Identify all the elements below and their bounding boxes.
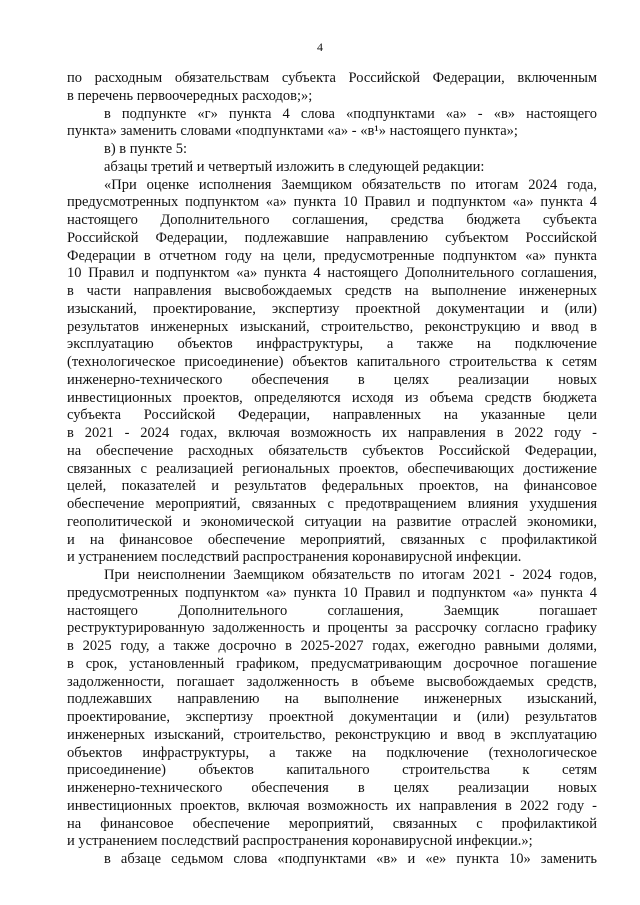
text-line: «При оценке исполнения Заемщиком обязательств по итогам 2024 года, [104, 176, 597, 193]
text-line: результатов инженерных изысканий, строительство, реконструкцию и ввод в [67, 318, 597, 335]
text-line: проектирование, экспертизу проектной документации и (или) результатов [67, 709, 597, 725]
text-line: в 2025 году, а также досрочно в 2025-2027 годах, ежегодно равными долями, [67, 638, 597, 654]
page-number: 4 [317, 40, 323, 54]
text-line: в) в пункте 5: [104, 141, 188, 157]
text-line: пункта» заменить словами «подпунктами «а» - «в¹» настоящего пункта»; [67, 123, 518, 140]
text-line: предусмотренных подпунктом «а» пункта 10 Правил и подпунктом «а» пункта 4 [67, 194, 597, 211]
text-line: 10 Правил и подпунктом «а» пункта 4 настоящего Дополнительного соглашения, [67, 265, 597, 282]
text-line: инвестиционных проектов, включая возможность их направления в 2022 году - [67, 797, 597, 814]
text-line: объектов инфраструктуры, а также на подключение (технологическое [67, 744, 597, 761]
text-line: связанных с реализацией региональных проектов, обеспечивающих достижение [67, 460, 597, 477]
text-line: в абзаце седьмом слова «подпунктами «в» и «е» пункта 10» заменить [104, 851, 597, 867]
text-line: на обеспечение расходных обязательств субъектов Российской Федерации, [67, 442, 597, 459]
document-body [67, 70, 597, 869]
text-line: в 2021 - 2024 годах, включая возможность их направления в 2022 году - [67, 425, 597, 441]
text-line: обеспечение мероприятий, связанных с предотвращением влияния ухудшения [67, 496, 597, 512]
text-line: настоящего Дополнительного соглашения, средства бюджета субъекта [67, 212, 597, 228]
text-line: присоединение) объектов капитального строительства к сетям [67, 762, 597, 779]
text-line: настоящего Дополнительного соглашения, Заемщик погашает [67, 602, 597, 619]
text-line: и устранением последствий распространения коронавирусной инфекции.»; [67, 833, 533, 850]
text-line: эксплуатацию объектов инфраструктуры, а также на подключение [67, 336, 597, 353]
text-line: в срок, установленный графиком, предусматривающим досрочное погашение [67, 655, 597, 672]
text-line: Федерации в отчетном году на цели, предусмотренные подпунктом «а» пункта [67, 247, 597, 264]
text-line: в части направления высвобождаемых средств на выполнение инженерных [67, 283, 597, 299]
text-line: задолженности, погашает задолженность в объеме высвобождаемых средств, [67, 673, 597, 690]
text-line: предусмотренных подпунктом «а» пункта 10 Правил и подпунктом «а» пункта 4 [67, 584, 597, 601]
text-line: геополитической и экономической ситуации на развитие отраслей экономики, [67, 513, 597, 530]
text-line: изысканий, проектирование, экспертизу проектной документации и (или) [67, 300, 597, 317]
text-line: инвестиционных проектов, определяются исходя из объема средств бюджета [67, 389, 597, 406]
text-line: и устранением последствий распространения коронавирусной инфекции. [67, 549, 522, 566]
text-line: целей, показателей и результатов федеральных проектов, на финансовое [67, 478, 597, 495]
text-line: инженерно-технического обеспечения в целях реализации новых [67, 780, 597, 796]
text-line: инженерных изысканий, строительство, реконструкцию и ввод в эксплуатацию [67, 726, 597, 743]
text-line: субъекта Российской Федерации, направленных на указанные цели [67, 407, 597, 424]
text-line: При неисполнении Заемщиком обязательств по итогам 2021 - 2024 годов, [104, 567, 597, 583]
text-line: инженерно-технического обеспечения в целях реализации новых [67, 371, 597, 388]
text-line: абзацы третий и четвертый изложить в следующей редакции: [104, 158, 485, 175]
text-line: Российской Федерации, подлежавшие направлению субъектом Российской [67, 229, 597, 246]
text-line: на финансовое обеспечение мероприятий, связанных с профилактикой [67, 815, 597, 832]
text-line: подлежавших направлению на выполнение инженерных изысканий, [67, 691, 597, 708]
text-line: в подпункте «г» пункта 4 слова «подпунктами «а» - «в» настоящего [104, 105, 597, 122]
text-line: реструктурированную задолженность и проценты за рассрочку согласно графику [67, 620, 597, 637]
text-line: в перечень первоочередных расходов;»; [67, 87, 313, 104]
text-line: и на финансовое обеспечение мероприятий, связанных с профилактикой [67, 531, 597, 548]
text-line: по расходным обязательствам субъекта Российской Федерации, включенным [67, 70, 597, 86]
text-line: (технологическое присоединение) объектов капитального строительства к сетям [67, 354, 597, 370]
